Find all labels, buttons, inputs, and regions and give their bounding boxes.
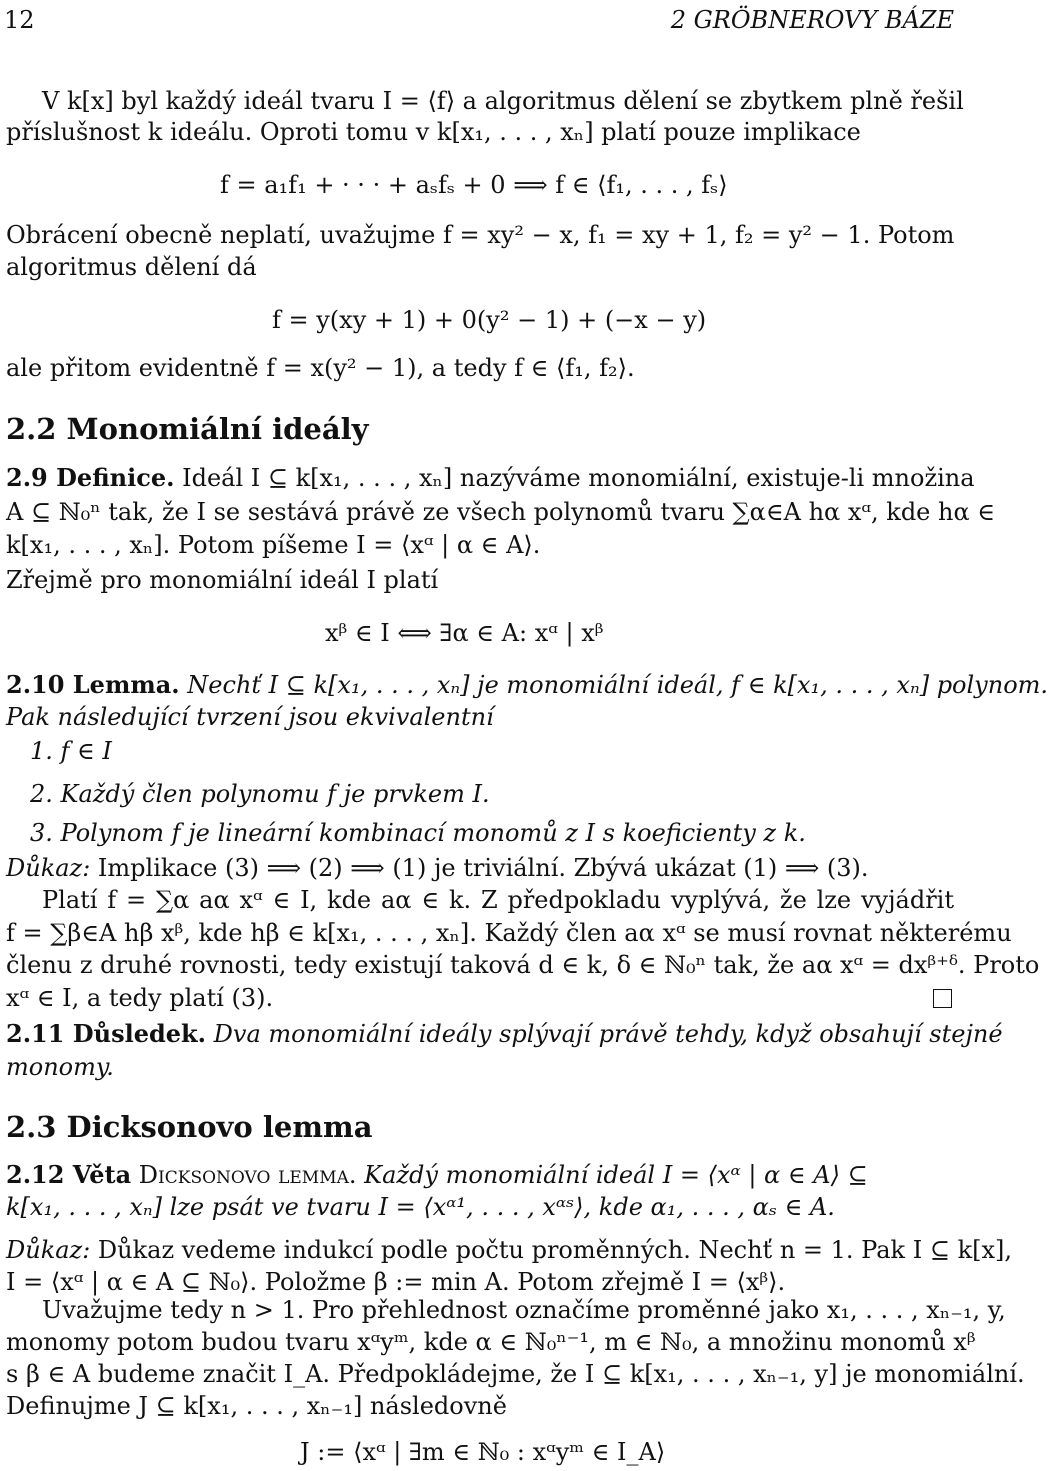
section-heading: 2.2 Monomiální ideály [6, 412, 369, 446]
paragraph-line: ale přitom evidentně f = x(y² − 1), a tedy f ∈ ⟨f₁, f₂⟩. [6, 354, 635, 382]
paragraph-line: Platí f = ∑α aα xᵅ ∈ I, kde aα ∈ k. Z předpokladu vyplývá, že lze vyjádřit [42, 886, 954, 914]
lemma-line [6, 670, 1048, 700]
lemma-number: 2.10 Lemma. [6, 670, 180, 699]
proof-line [6, 853, 954, 883]
paragraph-line: Pak následující tvrzení jsou ekvivalentní [6, 703, 494, 731]
paragraph-line: algoritmus dělení dá [6, 253, 257, 281]
list-item: 3. Polynom f je lineární kombinací monomů z I s koeficienty z k. [30, 819, 806, 847]
theorem-name: Dicksonovo lemma. [138, 1161, 357, 1189]
paragraph-line: f = ∑β∈A hβ xᵝ, kde hβ ∈ k[x₁, . . . , xₙ]. Každý člen aα xᵅ se musí rovnat některému [6, 919, 1012, 947]
equation: xᵝ ∈ I ⟺ ∃α ∈ A: xᵅ | xᵝ [325, 619, 604, 647]
paragraph-line: I = ⟨xᵅ | α ∈ A ⊆ ℕ₀⟩. Položme β := min A. Potom zřejmě I = ⟨xᵝ⟩. [6, 1268, 786, 1296]
paragraph-line: V k[x] byl každý ideál tvaru I = ⟨f⟩ a algoritmus dělení se zbytkem plně řešil [42, 87, 964, 115]
proof-label: Důkaz: [6, 854, 91, 882]
equation: f = y(xy + 1) + 0(y² − 1) + (−x − y) [272, 306, 707, 334]
lemma-text: Nechť I ⊆ k[x₁, . . . , xₙ] je monomiální ideál, f ∈ k[x₁, . . . , xₙ] polynom. [187, 671, 1048, 699]
page-number: 12 [4, 6, 35, 34]
running-title: 2 GRÖBNEROVY BÁZE [670, 6, 954, 34]
equation: f = a₁f₁ + · · · + aₛfₛ + 0 ⟹ f ∈ ⟨f₁, . . . , fₛ⟩ [220, 171, 728, 199]
paragraph-line: Uvažujme tedy n > 1. Pro přehlednost označíme proměnné jako x₁, . . . , xₙ₋₁, y, [42, 1296, 1006, 1324]
corollary-line [6, 1019, 1003, 1049]
paragraph-line: s β ∈ A budeme značit I_A. Předpokládejme, že I ⊆ k[x₁, . . . , xₙ₋₁, y] je monomiální. [6, 1360, 1025, 1388]
paragraph-line: Definujme J ⊆ k[x₁, . . . , xₙ₋₁] následovně [6, 1392, 507, 1420]
proof-line [6, 1235, 1013, 1265]
corollary-text: Dva monomiální ideály splývají právě tehdy, když obsahují stejné [213, 1020, 1003, 1048]
paragraph-line: monomy. [6, 1053, 114, 1081]
paragraph-line: monomy potom budou tvaru xᵅyᵐ, kde α ∈ ℕ₀ⁿ⁻¹, m ∈ ℕ₀, a množinu monomů xᵝ [6, 1328, 976, 1356]
proof-label: Důkaz: [6, 1236, 91, 1264]
proof-text: Důkaz vedeme indukcí podle počtu proměnných. Nechť n = 1. Pak I ⊆ k[x], [97, 1236, 1013, 1264]
qed-square-icon [933, 989, 952, 1008]
definition-number: 2.9 Definice. [6, 463, 175, 492]
proof-text: Implikace (3) ⟹ (2) ⟹ (1) je triviální. Zbývá ukázat (1) ⟹ (3). [97, 854, 869, 882]
section-heading: 2.3 Dicksonovo lemma [6, 1110, 373, 1144]
theorem-line [6, 1160, 954, 1190]
paragraph-line: příslušnost k ideálu. Oproti tomu v k[x₁, . . . , xₙ] platí pouze implikace [6, 118, 861, 146]
paragraph-line: k[x₁, . . . , xₙ] lze psát ve tvaru I = ⟨xᵅ¹, . . . , xᵅˢ⟩, kde α₁, . . . , αₛ ∈ A. [6, 1193, 835, 1221]
corollary-number: 2.11 Důsledek. [6, 1019, 207, 1048]
paragraph-line: xᵅ ∈ I, a tedy platí (3). [6, 984, 274, 1012]
paragraph-line: k[x₁, . . . , xₙ]. Potom píšeme I = ⟨xᵅ | α ∈ A⟩. [6, 531, 541, 559]
list-item: 2. Každý člen polynomu f je prvkem I. [30, 780, 490, 808]
definition-line [6, 463, 975, 493]
definition-text: Ideál I ⊆ k[x₁, . . . , xₙ] nazýváme monomiální, existuje-li množina [182, 464, 975, 492]
paragraph-line: členu z druhé rovnosti, tedy existují taková d ∈ k, δ ∈ ℕ₀ⁿ tak, že aα xᵅ = dxᵝ⁺ᵟ. Proto [6, 951, 1040, 979]
list-item: 1. f ∈ I [30, 737, 112, 765]
paragraph-line: Obrácení obecně neplatí, uvažujme f = xy² − x, f₁ = xy + 1, f₂ = y² − 1. Potom [6, 221, 955, 249]
theorem-text: Každý monomiální ideál I = ⟨xᵅ | α ∈ A⟩ ⊆ [364, 1161, 868, 1189]
paragraph-line: Zřejmě pro monomiální ideál I platí [6, 566, 439, 594]
paragraph-line: A ⊆ ℕ₀ⁿ tak, že I se sestává právě ze všech polynomů tvaru ∑α∈A hα xᵅ, kde hα ∈ [6, 498, 996, 526]
theorem-number: 2.12 Věta [6, 1160, 132, 1189]
equation: J := ⟨xᵅ | ∃m ∈ ℕ₀ : xᵅyᵐ ∈ I_A⟩ [300, 1438, 666, 1466]
